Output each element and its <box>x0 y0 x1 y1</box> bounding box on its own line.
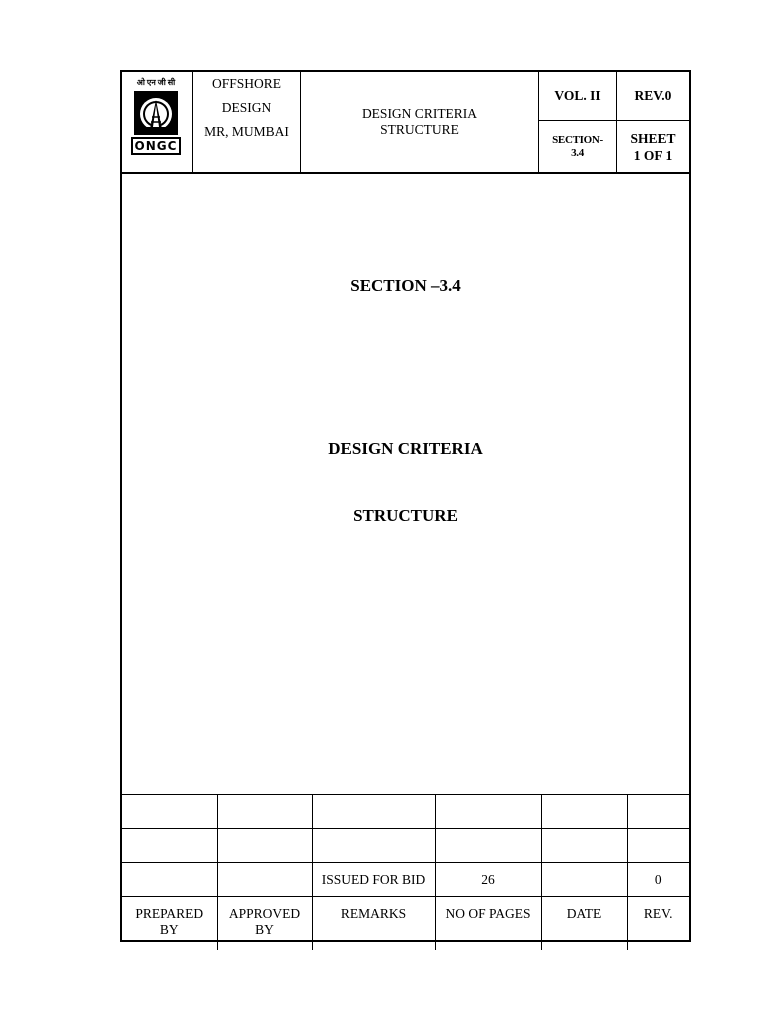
logo-hindi-text: ओ एन जी सी <box>136 78 176 87</box>
table-cell <box>122 795 217 829</box>
org-line: MR, MUMBAI <box>204 124 289 139</box>
table-cell <box>122 863 217 897</box>
sheet-line: SHEET <box>630 130 676 146</box>
rev-header: REV. <box>627 897 689 951</box>
structure-heading: STRUCTURE <box>353 506 458 525</box>
table-cell <box>541 795 627 829</box>
table-cell <box>435 795 541 829</box>
org-line: OFFSHORE <box>211 76 282 91</box>
document-body <box>120 172 691 942</box>
table-row <box>122 829 689 863</box>
table-cell <box>312 795 435 829</box>
doc-meta-grid <box>539 72 689 172</box>
table-cell <box>217 829 312 863</box>
revision-label: REV.0 <box>617 72 689 121</box>
table-cell <box>541 829 627 863</box>
section-number-line: SECTION- <box>552 133 603 146</box>
doc-title-line: DESIGN CRITERIA <box>361 106 478 121</box>
table-cell <box>627 795 689 829</box>
remarks-header: REMARKS <box>312 897 435 951</box>
ongc-logo <box>130 77 182 157</box>
org-cell <box>193 72 301 172</box>
logo-brand-text: ONGC <box>131 137 181 155</box>
rev-value: 0 <box>627 863 689 897</box>
oil-rig-emblem-icon <box>134 91 178 135</box>
document-header <box>120 70 691 174</box>
logo-cell <box>122 72 193 172</box>
section-number-line: 3.4 <box>571 146 584 159</box>
table-row <box>122 863 689 897</box>
approved-by-header: APPROVED BY <box>217 897 312 951</box>
table-cell <box>217 863 312 897</box>
table-cell <box>312 829 435 863</box>
date-value <box>541 863 627 897</box>
no-of-pages-header: NO OF PAGES <box>435 897 541 951</box>
doc-title-cell <box>301 72 539 172</box>
sheet-cell <box>617 121 689 172</box>
pages-value: 26 <box>435 863 541 897</box>
doc-title-line: STRUCTURE <box>380 122 459 137</box>
prepared-by-header: PREPARED BY <box>122 897 217 951</box>
table-header-row <box>122 897 689 951</box>
table-cell <box>435 829 541 863</box>
revision-table <box>122 794 689 950</box>
table-row <box>122 795 689 829</box>
table-cell <box>122 829 217 863</box>
remarks-value: ISSUED FOR BID <box>312 863 435 897</box>
date-header: DATE <box>541 897 627 951</box>
volume-label: VOL. II <box>539 72 617 121</box>
table-cell <box>217 795 312 829</box>
table-cell <box>627 829 689 863</box>
criteria-heading: DESIGN CRITERIA <box>328 439 483 458</box>
section-number-cell <box>539 121 617 172</box>
sheet-line: 1 OF 1 <box>633 147 673 163</box>
org-line: DESIGN <box>221 100 272 115</box>
section-heading: SECTION –3.4 <box>350 276 461 295</box>
